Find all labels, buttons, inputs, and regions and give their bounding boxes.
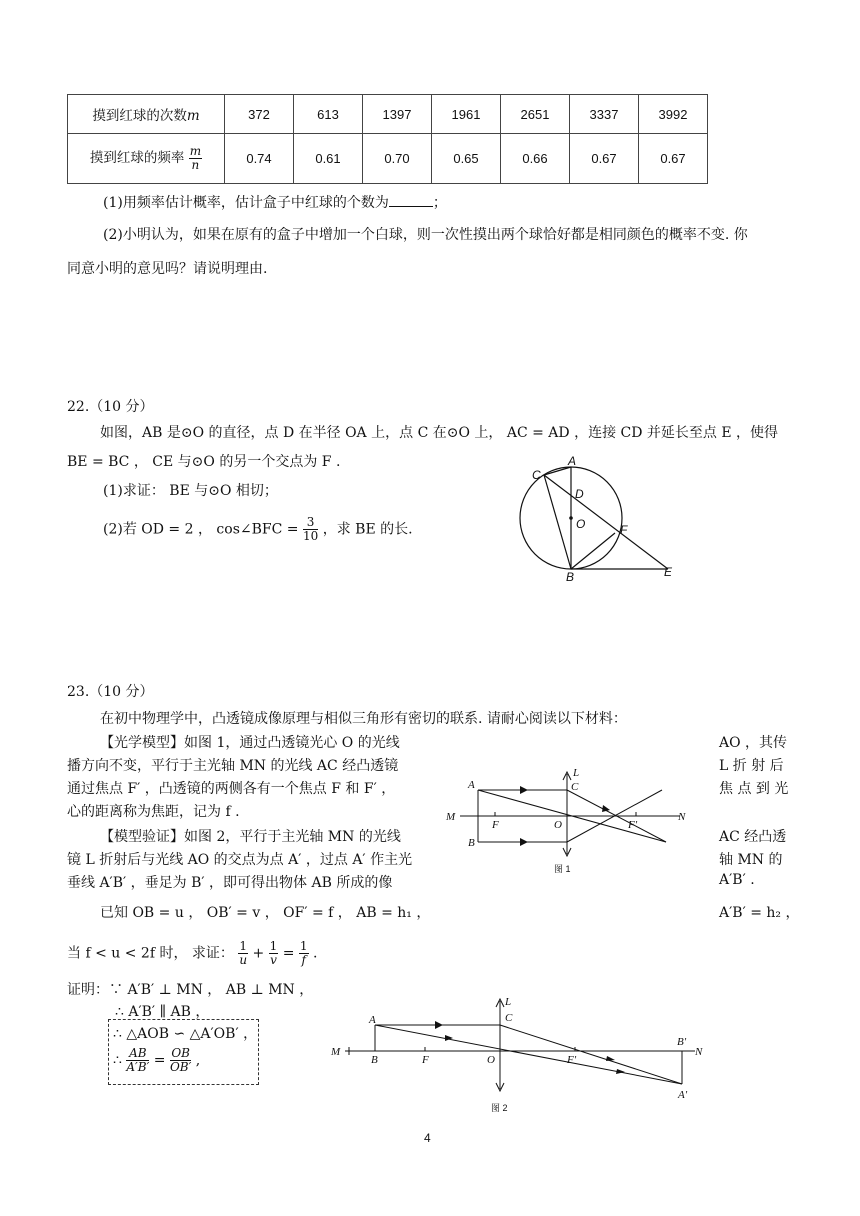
fig2-label-b: B <box>371 1054 378 1066</box>
q21-part2-line1: (2)小明认为，如果在原有的盒子中增加一个白球，则一次性摸出两个球恰好都是相同颜色的概率不变. 你 <box>103 227 748 243</box>
fig2-label-o: O <box>487 1054 495 1066</box>
q22-circle-figure <box>505 448 690 588</box>
table-cell: 3337 <box>570 95 639 134</box>
model2-line3-left: 垂线 A′B′ ，垂足为 B′ ，即可得出物体 AB 所成的像 <box>67 875 393 891</box>
label-d: D <box>575 487 584 501</box>
table-row-counts <box>68 95 708 134</box>
proof-line3: ∴ $\frac{AB}{A'B'}$ = $\frac{OB}{OB'}$ , <box>113 1046 201 1074</box>
model2-line1-left: 【模型验证】如图 2，平行于主光轴 MN 的光线 <box>100 829 401 845</box>
frequency-table <box>67 94 708 184</box>
fig1-label-fprime: F′ <box>628 819 638 831</box>
fig2-label-bprime: B′ <box>677 1036 687 1048</box>
q21-part2-line2: 同意小明的意见吗？请说明理由. <box>67 261 268 277</box>
fig2-label-n: N <box>695 1046 703 1058</box>
label-o: O <box>576 517 586 531</box>
q22-statement-line2: BE = BC ， CE 与⊙O 的另一个交点为 F . <box>67 454 341 470</box>
fig1-label-l: L <box>573 767 580 779</box>
fig2-label-c: C <box>505 1012 513 1024</box>
fig1-label-a: A <box>468 779 475 791</box>
model1-line2-right: L 折 射 后 <box>719 758 784 774</box>
model1-line2-left: 播方向不变，平行于主光轴 MN 的光线 AC 经凸透镜 <box>67 758 399 774</box>
model1-line1-right: AO ，其传 <box>719 735 788 751</box>
fig2-label-l: L <box>505 996 512 1008</box>
table-cell: 0.70 <box>363 134 432 184</box>
label-f: F <box>620 523 628 537</box>
known-values-right: A′B′ = h₂ ， <box>719 905 800 921</box>
page-number: 4 <box>424 1131 431 1145</box>
model1-line3-right: 焦 点 到 光 <box>719 781 789 797</box>
row-header-frequency: 摸到红球的频率 $\frac{m}{n}$ <box>68 134 225 184</box>
table-cell: 372 <box>225 95 294 134</box>
row-header-counts: 摸到红球的次数m <box>68 95 225 134</box>
fig1-label-m: M <box>446 811 456 823</box>
model1-line4: 心的距离称为焦距，记为 f . <box>67 804 240 820</box>
fig2-label-f: F <box>422 1054 429 1066</box>
fig2-label-aprime: A′ <box>678 1089 688 1101</box>
line-cb <box>544 475 571 569</box>
fig1-label-n: N <box>678 811 686 823</box>
table-row-frequencies <box>68 134 708 184</box>
label-a: A <box>568 454 577 468</box>
answer-blank <box>389 194 433 207</box>
q21-part1: (1)用频率估计概率，估计盒子中红球的个数为 ； <box>103 195 447 211</box>
label-e: E <box>664 565 673 579</box>
q23-intro: 在初中物理学中，凸透镜成像原理与相似三角形有密切的联系. 请耐心阅读以下材料： <box>100 711 627 727</box>
fig1-label-b: B <box>468 837 475 849</box>
proof-line1: ∴ A′B′ ∥ AB ， <box>115 1004 210 1020</box>
fig1-label-o: O <box>554 819 562 831</box>
table-cell: 2651 <box>501 95 570 134</box>
lens-figure-1 <box>440 760 700 880</box>
table-cell: 0.61 <box>294 134 363 184</box>
fig2-label-fprime: F′ <box>567 1054 577 1066</box>
proof-line0: 证明：∵ A′B′ ⊥ MN ， AB ⊥ MN ， <box>67 982 314 998</box>
model2-line2-left: 镜 L 折射后与光线 AO 的交点为点 A′ ，过点 A′ 作主光 <box>67 852 413 868</box>
fig2-caption: 图 2 <box>491 1103 508 1113</box>
prove-statement: 当 f < u < 2f 时， 求证： $\frac{1}{u}$ + $\frac{1}{v}$ = $\frac{1}{f}$ . <box>67 939 318 967</box>
known-values-left: 已知 OB = u ， OB′ = v ， OF′ = f ， AB = h₁ ， <box>100 905 431 921</box>
table-cell: 1397 <box>363 95 432 134</box>
fig2-label-a: A <box>369 1014 376 1026</box>
model1-line1-left: 【光学模型】如图 1，通过凸透镜光心 O 的光线 <box>100 735 400 751</box>
label-b: B <box>566 570 575 584</box>
model2-line2-right: 轴 MN 的 <box>719 852 783 868</box>
fig1-caption: 图 1 <box>554 864 571 874</box>
model1-line3-left: 通过焦点 F′ ，凸透镜的两侧各有一个焦点 F 和 F′ ， <box>67 781 396 797</box>
lens-figure-2 <box>325 993 715 1115</box>
q22-header: 22.（10 分） <box>67 399 154 415</box>
fig2-label-m: M <box>331 1046 341 1058</box>
cos-fraction: $\frac{3}{10}$ <box>302 515 319 543</box>
table-cell: 0.67 <box>639 134 708 184</box>
table-cell: 0.65 <box>432 134 501 184</box>
proof-line2: ∴ △AOB ∽ △A′OB′ ， <box>113 1026 258 1042</box>
label-c: C <box>532 468 541 482</box>
q22-part1: (1)求证： BE 与⊙O 相切； <box>103 483 278 499</box>
frequency-fraction: $\frac{m}{n}$ <box>189 144 202 172</box>
fig1-label-c: C <box>571 781 579 793</box>
table-cell: 0.66 <box>501 134 570 184</box>
table-cell: 0.67 <box>570 134 639 184</box>
table-cell: 613 <box>294 95 363 134</box>
q22-statement-line1: 如图，AB 是⊙O 的直径，点 D 在半径 OA 上，点 C 在⊙O 上， AC = AD ，连接 CD 并延长至点 E ，使得 <box>100 425 779 441</box>
table-cell: 3992 <box>639 95 708 134</box>
model2-line1-right: AC 经凸透 <box>719 829 787 845</box>
q22-part2: (2)若 OD = 2 ， cos∠BFC = $\frac{3}{10}$ ，求 BE 的长. <box>103 515 413 543</box>
q23-header: 23.（10 分） <box>67 684 154 700</box>
table-cell: 0.74 <box>225 134 294 184</box>
fig1-label-f: F <box>492 819 499 831</box>
model2-line3-right: A′B′ . <box>719 872 755 888</box>
table-cell: 1961 <box>432 95 501 134</box>
